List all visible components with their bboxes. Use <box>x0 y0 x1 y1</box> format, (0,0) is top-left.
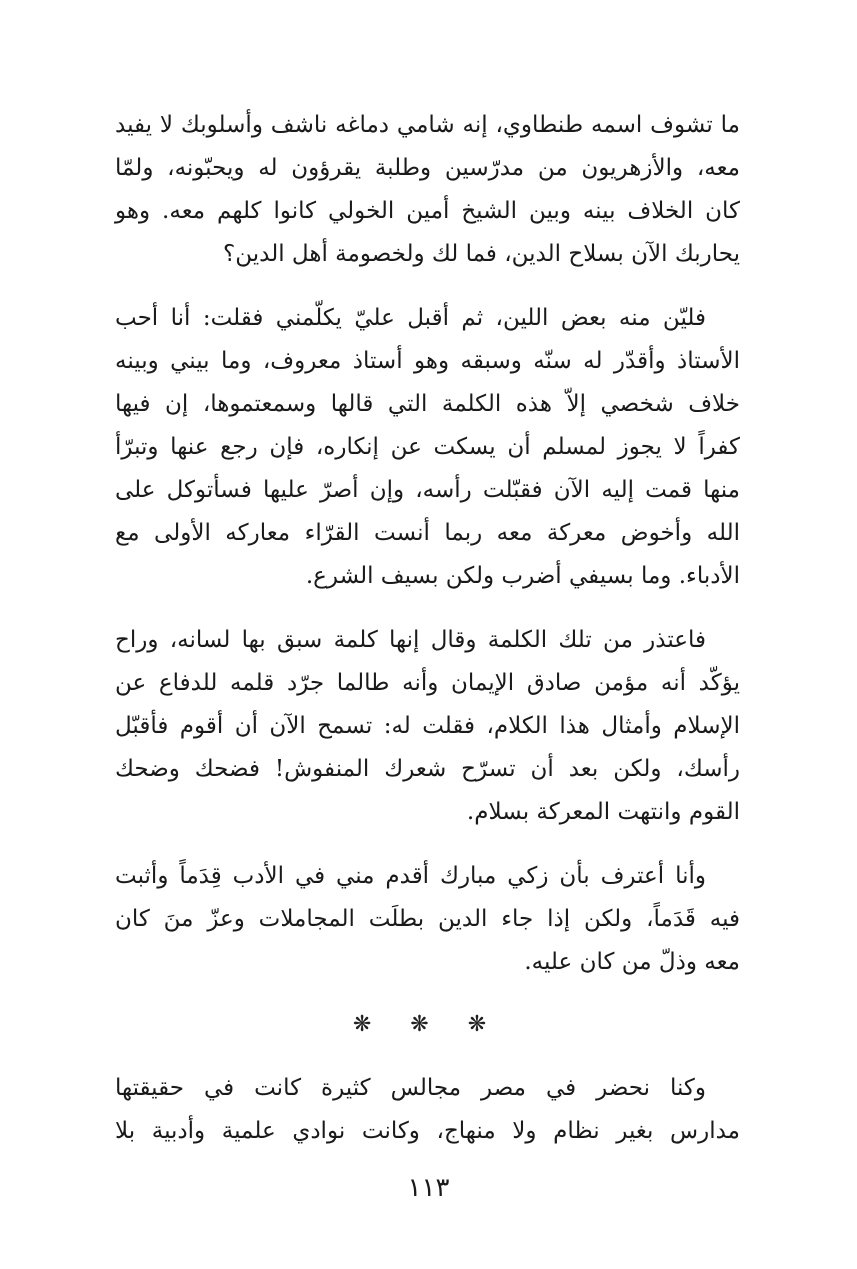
page-number: ١١٣ <box>407 1173 450 1203</box>
paragraph-2 <box>115 297 740 598</box>
text-line: يحاربك الآن بسلاح الدين، فما لك ولخصومة أهل الدين؟ <box>223 241 740 267</box>
text-line: كفراً لا يجوز لمسلم أن يسكت عن إنكاره، فإن رجع عنها وتبرّأ <box>115 434 740 460</box>
text-line: مدارس بغير نظام ولا منهاج، وكانت نوادي علمية وأدبية بلا <box>115 1118 740 1144</box>
text-line: فيه قَدَماً، ولكن إذا جاء الدين بطلَت المجاملات وعزّ منَ كان <box>115 906 740 932</box>
text-line: القوم وانتهت المعركة بسلام. <box>466 799 740 825</box>
text-line: منها قمت إليه الآن فقبّلت رأسه، وإن أصرّ عليها فسأتوكل على <box>115 477 740 503</box>
text-line: معه، والأزهريون من مدرّسين وطلبة يقرؤون له ويحبّونه، ولمّا <box>115 155 740 181</box>
text-line: وأنا أعترف بأن زكي مبارك أقدم مني في الأدب قِدَماً وأثبت <box>115 863 706 889</box>
text-line: معه وذلّ من كان عليه. <box>524 949 740 975</box>
paragraph-4 <box>115 855 740 984</box>
text-line: الإسلام وأمثال هذا الكلام، فقلت له: تسمح الآن أن أقوم فأقبّل <box>115 713 740 739</box>
text-line: رأسك، ولكن بعد أن تسرّح شعرك المنفوش! فضحك وضحك <box>115 756 740 782</box>
text-line: الأدباء. وما بسيفي أضرب ولكن بسيف الشرع. <box>305 563 740 589</box>
text-line: كان الخلاف بينه وبين الشيخ أمين الخولي كانوا كلهم معه. وهو <box>115 198 740 224</box>
text-line: الأستاذ وأقدّر له سنّه وسبقه وهو أستاذ معروف، وما بيني وبينه <box>115 348 740 374</box>
text-line: فليّن منه بعض اللين، ثم أقبل عليّ يكلّمني فقلت: أنا أحب <box>115 305 706 331</box>
paragraph-3 <box>115 619 740 834</box>
text-line: وكنا نحضر في مصر مجالس كثيرة كانت في حقيقتها <box>115 1075 706 1101</box>
text-line: فاعتذر من تلك الكلمة وقال إنها كلمة سبق بها لسانه، وراح <box>115 627 706 653</box>
page-body <box>115 104 740 1174</box>
paragraph-5 <box>115 1067 740 1153</box>
text-line: ما تشوف اسمه طنطاوي، إنه شامي دماغه ناشف وأسلوبك لا يفيد <box>115 112 740 138</box>
text-line: خلاف شخصي إلاّ هذه الكلمة التي قالها وسمعتموها، إن فيها <box>115 391 740 417</box>
text-line: الله وأخوض معركة معه ربما أنست القرّاء معاركه الأولى مع <box>115 520 740 546</box>
paragraph-1 <box>115 104 740 276</box>
text-line: يؤكّد أنه مؤمن صادق الإيمان وأنه طالما جرّد قلمه للدفاع عن <box>115 670 740 696</box>
section-separator: ❋ ❋ ❋ <box>352 1012 503 1037</box>
